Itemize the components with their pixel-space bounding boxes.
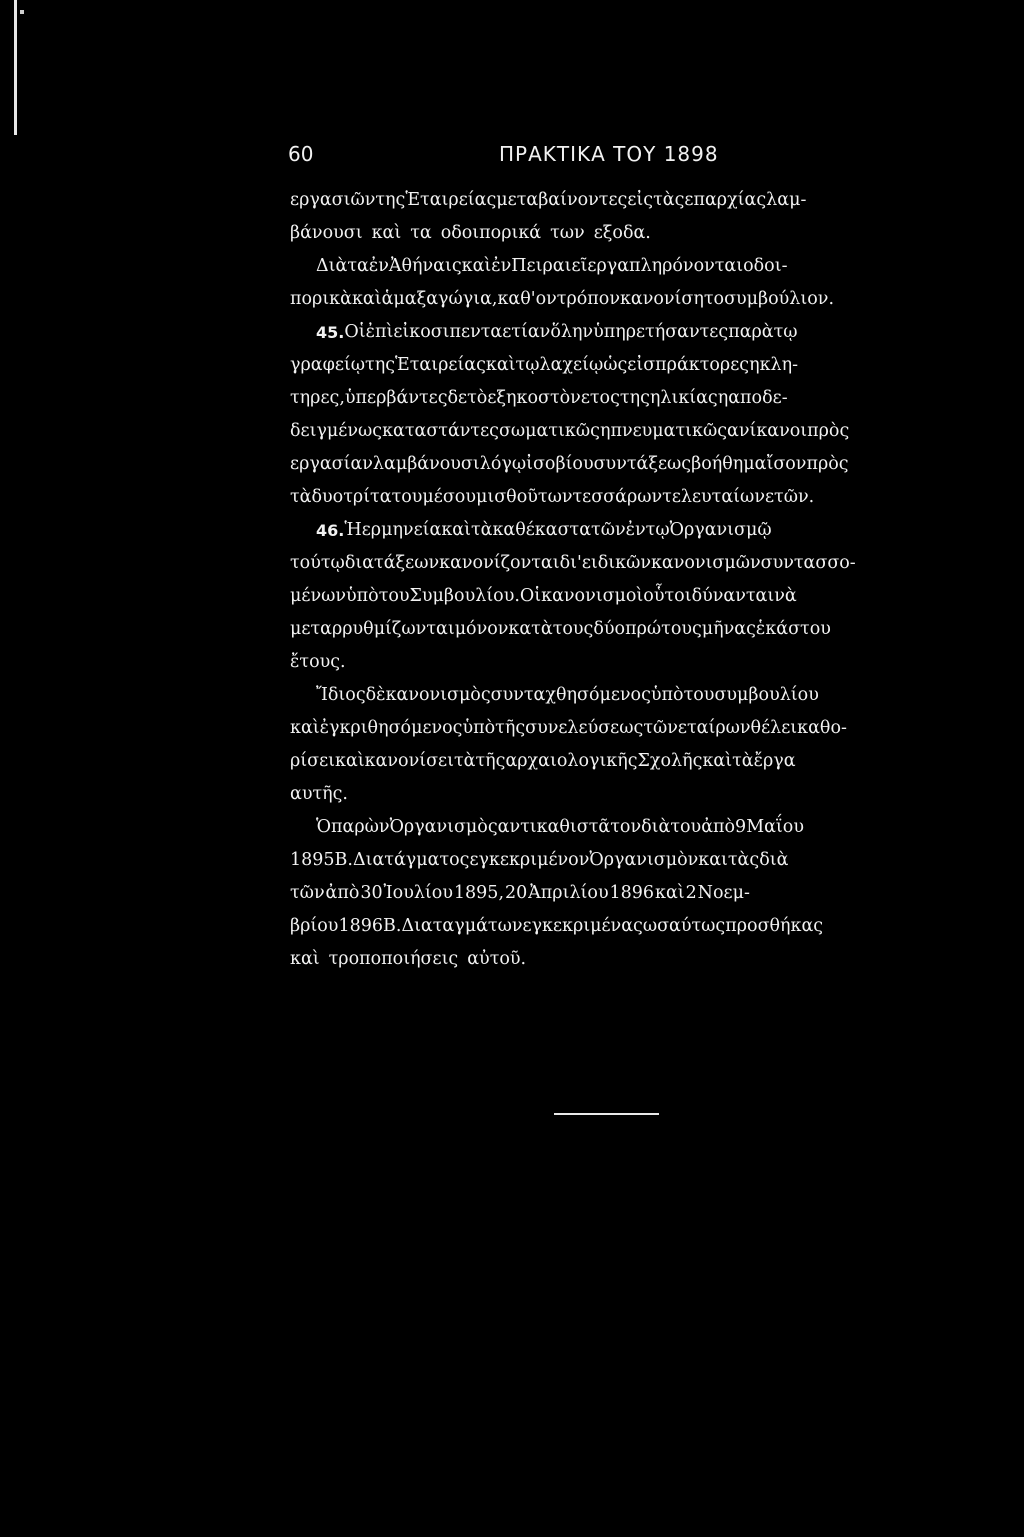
text-line: [290, 712, 847, 745]
word: ρίσει: [290, 751, 336, 771]
word: Διαταγμάτων: [401, 916, 523, 936]
word: ἐπὶ: [365, 322, 394, 342]
text-line: [290, 382, 788, 415]
word: προσθήκας: [725, 916, 824, 936]
word: εξηκοστὸν: [487, 388, 581, 408]
word: Συμβουλίου.: [409, 586, 520, 606]
word: καθέκαστα: [492, 520, 592, 540]
text-line: [290, 316, 798, 349]
word: ετῶν.: [764, 487, 815, 507]
word: Οἱ: [519, 586, 542, 606]
word: συντάξεως: [593, 454, 692, 474]
word: του: [391, 487, 423, 507]
word: εξοδα.: [593, 223, 651, 243]
word: διατάξεων: [344, 553, 440, 573]
text-line: [290, 514, 772, 547]
text-line: [290, 349, 799, 382]
word: τὰ: [470, 520, 493, 540]
text-line: [290, 811, 804, 844]
word: εργασίαν: [290, 454, 373, 474]
word: ερμηνεία: [361, 520, 442, 540]
word: Διὰ: [316, 256, 348, 276]
word: σωματικῶς: [498, 421, 600, 441]
word: Διατάγματος: [352, 850, 470, 870]
word: τηρες,: [290, 388, 345, 408]
word: εργασιῶν: [290, 190, 376, 210]
word: τὰ: [732, 751, 754, 771]
word: Ὀργανισμῷ: [669, 520, 772, 540]
word: Ἀπριλίου: [528, 883, 609, 903]
word: τὰ: [290, 487, 312, 507]
word: εἰκοσιπενταετίαν: [393, 322, 551, 342]
word: αρχαιολογικῆς: [505, 751, 638, 771]
word: εγκεκριμένον: [469, 850, 590, 870]
word: 30: [360, 883, 383, 903]
word: 9: [735, 817, 747, 837]
word: τῶν: [643, 718, 678, 738]
word: δυο: [311, 487, 344, 507]
word: νὰ: [774, 586, 797, 606]
word: τὰ: [453, 751, 476, 771]
word: καὶ: [702, 751, 733, 771]
word: ἴσον: [766, 454, 807, 474]
word: λαχείῳ: [539, 355, 604, 375]
word: των: [537, 487, 573, 507]
word: ἐν: [368, 256, 389, 276]
word: 20: [504, 883, 528, 903]
text-line: [290, 910, 824, 943]
text-line: [290, 877, 750, 910]
word: ἐγκριθησόμενος: [319, 718, 463, 738]
word: δὲ: [365, 685, 386, 705]
word: των: [550, 223, 585, 243]
word: 1896: [338, 916, 383, 936]
word: οδοιπορικά: [440, 223, 542, 243]
word: καὶ: [335, 751, 365, 771]
word: δύο: [593, 619, 626, 639]
word: Ἑταιρείας: [405, 190, 497, 210]
running-title: ΠΡΑΚΤΙΚΑ ΤΟΥ 1898: [499, 142, 719, 166]
word: Ὀργανισμὸν: [589, 850, 699, 870]
word: πρώτους: [625, 619, 702, 639]
word: βάνουσι: [290, 223, 363, 243]
word: τὰς: [727, 850, 760, 870]
word: Β.: [334, 850, 353, 870]
page-number: 60: [288, 142, 314, 166]
text-line: [290, 448, 849, 481]
word: ὑπηρετήσαντες: [593, 322, 729, 342]
word: κατὰ: [508, 619, 553, 639]
word: Ὀργανισμὸς: [389, 817, 498, 837]
word: καθο-: [797, 718, 847, 738]
word: καὶ: [441, 520, 471, 540]
word: ἰσοβίου: [526, 454, 594, 474]
word: 1896: [609, 883, 655, 903]
text-line: [290, 250, 788, 283]
word: συνταχθησόμενος: [490, 685, 651, 705]
text-line: [290, 415, 850, 448]
text-line: [290, 943, 750, 976]
text-line: [290, 217, 750, 250]
word: καὶ: [290, 718, 320, 738]
word: ὑπὸ: [346, 586, 379, 606]
scan-edge-mark: [14, 0, 17, 135]
word: καὶ: [351, 289, 382, 309]
word: η: [599, 421, 611, 441]
word: μῆνας: [701, 619, 756, 639]
word: ἐν: [625, 520, 646, 540]
word: οδοι-: [743, 256, 788, 276]
word: συμβουλίου: [714, 685, 819, 705]
word: ὡς: [603, 355, 628, 375]
word: 1895: [290, 850, 335, 870]
word: της: [375, 190, 406, 210]
word: αὐτοῦ.: [467, 949, 527, 969]
word: της: [619, 388, 650, 408]
word: Ἀθήναις: [388, 256, 462, 276]
word: εἰσπράκτορες: [627, 355, 750, 375]
word: ὅλην: [550, 322, 594, 342]
word: εταίρων: [677, 718, 751, 738]
page-header: [288, 142, 750, 172]
word: Ἰουλίου: [383, 883, 453, 903]
word: δειγμένως: [290, 421, 383, 441]
word: τους: [552, 619, 594, 639]
word: συνελεύσεως: [525, 718, 644, 738]
word: παρὰ: [728, 322, 774, 342]
text-line: [290, 184, 807, 217]
word: Νοεμ-: [697, 883, 750, 903]
word: 1895,: [453, 883, 505, 903]
word: δε: [447, 388, 468, 408]
word: πνευματικῶς: [610, 421, 728, 441]
word: μόνον: [454, 619, 509, 639]
word: τελευταίων: [662, 487, 765, 507]
word: τον: [610, 817, 642, 837]
text-line: [290, 613, 831, 646]
word: του: [670, 817, 702, 837]
word: τῶν: [290, 883, 325, 903]
word: λαμβάνουσι: [372, 454, 480, 474]
section-number: 45.: [316, 323, 345, 342]
word: συντασσο-: [760, 553, 856, 573]
word: τῆς: [495, 718, 526, 738]
end-rule: [554, 1113, 659, 1115]
word: βοήθημα: [691, 454, 767, 474]
word: εργα: [587, 256, 630, 276]
word: συμβούλιον.: [724, 289, 835, 309]
text-line: [290, 679, 819, 712]
word: ωσαύτως: [642, 916, 726, 936]
word: τῆς: [475, 751, 506, 771]
word: λόγῳ: [479, 454, 527, 474]
word: τῳ: [645, 520, 670, 540]
word: Πειραιεῖ: [511, 256, 588, 276]
word: πρὸς: [807, 421, 850, 441]
word: η: [749, 355, 760, 375]
word: ανίκανοι: [727, 421, 808, 441]
word: εγκεκριμένας: [522, 916, 643, 936]
word: παρὼν: [331, 817, 390, 837]
word: τούτῳ: [290, 553, 345, 573]
text-line: [290, 646, 750, 679]
word: κανονισμοὶ: [541, 586, 644, 606]
word: η: [717, 388, 729, 408]
text-line: [290, 547, 856, 580]
word: 2: [685, 883, 697, 903]
text-line: [290, 844, 789, 877]
word: τῳ: [773, 322, 798, 342]
word: μένων: [290, 586, 346, 606]
word: και: [698, 850, 728, 870]
word: τῳ: [515, 355, 540, 375]
text-line: [290, 745, 796, 778]
word: Οἱ: [344, 322, 366, 342]
word: ετος: [580, 388, 620, 408]
word: πληρόνονται: [629, 256, 744, 276]
word: πορικὰ: [290, 289, 352, 309]
word: ἔτους.: [290, 652, 346, 672]
word: καὶ: [655, 883, 685, 903]
word: κανονίζονται: [439, 553, 560, 573]
word: ἀπὸ: [701, 817, 736, 837]
word: μεταρρυθμίζωνται: [290, 619, 455, 639]
text-line: [290, 283, 835, 316]
word: μισθοῦ: [475, 487, 538, 507]
word: ηλικίας: [649, 388, 718, 408]
word: καὶ: [290, 949, 320, 969]
word: Σχολῆς: [637, 751, 703, 771]
word: οὗτοι: [643, 586, 692, 606]
word: τεσσάρων: [572, 487, 663, 507]
word: επαρχίας: [684, 190, 767, 210]
word: μεταβαίνοντες: [496, 190, 628, 210]
word: διὰ: [641, 817, 671, 837]
word: καὶ: [461, 256, 492, 276]
text-line: [290, 778, 750, 811]
word: ἐν: [491, 256, 512, 276]
section-number: 46.: [316, 521, 345, 540]
word: εἰς: [627, 190, 654, 210]
word: τα: [410, 223, 432, 243]
word: ὑπὸ: [462, 718, 496, 738]
scan-edge-dot: [20, 10, 24, 14]
word: Ἡ: [344, 520, 362, 540]
text-line: [290, 580, 797, 613]
word: αντικαθιστᾶ: [497, 817, 611, 837]
word: του: [378, 586, 410, 606]
word: καθ': [497, 289, 536, 309]
word: βρίου: [290, 916, 339, 936]
word: ἀπὸ: [325, 883, 360, 903]
word: δύνανται: [691, 586, 775, 606]
word: γραφείῳ: [290, 355, 366, 375]
word: μέσου: [422, 487, 476, 507]
word: ἔργα: [753, 751, 796, 771]
word: καὶ: [371, 223, 402, 243]
word: διὰ: [759, 850, 789, 870]
word: δι': [559, 553, 582, 573]
word: Ὁ: [316, 817, 332, 837]
word: τρόπον: [556, 289, 620, 309]
word: Ἴδιος: [316, 685, 366, 705]
word: τροποποιήσεις: [328, 949, 459, 969]
word: πρὸς: [806, 454, 849, 474]
word: κανονίσει: [364, 751, 454, 771]
word: καὶ: [485, 355, 516, 375]
word: ὑπὸ: [650, 685, 684, 705]
word: τῶν: [591, 520, 626, 540]
word: λαμ-: [766, 190, 807, 210]
word: ειδικῶν: [581, 553, 651, 573]
word: ἑκάστου: [755, 619, 831, 639]
word: κανονισμῶν: [650, 553, 761, 573]
word: της: [365, 355, 395, 375]
word: ὑπερβάντες: [344, 388, 448, 408]
word: τὰς: [653, 190, 685, 210]
word: αυτῆς.: [290, 784, 348, 804]
word: το: [703, 289, 725, 309]
word: Β.: [383, 916, 402, 936]
word: Μαΐου: [746, 817, 804, 837]
word: τρίτα: [343, 487, 392, 507]
word: κανονίση: [619, 289, 704, 309]
word: κλη-: [759, 355, 799, 375]
body-text: [290, 184, 856, 976]
word: καταστάντες: [382, 421, 499, 441]
word: θέλει: [750, 718, 798, 738]
word: κανονισμὸς: [385, 685, 491, 705]
text-line: [290, 481, 815, 514]
word: ον: [535, 289, 557, 309]
word: του: [683, 685, 715, 705]
word: ἁμαξαγώγια,: [381, 289, 498, 309]
word: τα: [347, 256, 369, 276]
word: τὸ: [467, 388, 488, 408]
word: Ἑταιρείας: [395, 355, 486, 375]
word: αποδε-: [728, 388, 788, 408]
